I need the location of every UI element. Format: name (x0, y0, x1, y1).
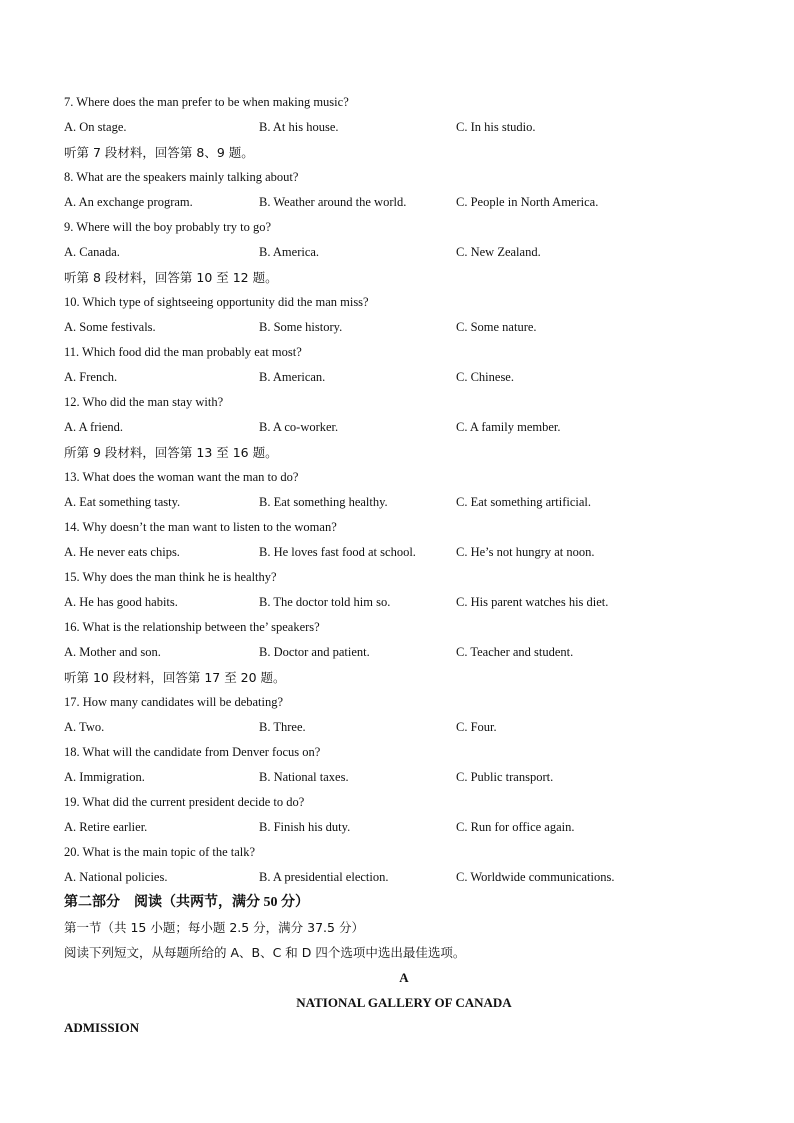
admission-subheading: ADMISSION (64, 1020, 140, 1035)
listening-instruction: 听第 8 段材料，回答第 10 至 12 题。 (64, 270, 278, 285)
option-c: C. Public transport. (456, 770, 554, 784)
question-stem: 13. What does the woman want the man to do? (64, 470, 299, 484)
exam-page (64, 90, 744, 1040)
option-a: A. Canada. (64, 245, 120, 259)
option-a: A. He never eats chips. (64, 545, 180, 559)
question-stem: 10. Which type of sightseeing opportunity did the man miss? (64, 295, 369, 309)
option-c: C. New Zealand. (456, 245, 541, 259)
option-a: A. Eat something tasty. (64, 495, 181, 509)
option-a: A. Two. (64, 720, 105, 734)
question-options (64, 715, 744, 740)
question-stem: 20. What is the main topic of the talk? (64, 845, 256, 859)
option-c: C. Some nature. (456, 320, 537, 334)
question-options (64, 640, 744, 665)
question-stem: 9. Where will the boy probably try to go? (64, 220, 272, 234)
question-stem: 16. What is the relationship between the’ speakers? (64, 620, 320, 634)
option-a: A. Mother and son. (64, 645, 161, 659)
option-a: A. An exchange program. (64, 195, 193, 209)
option-b: B. Finish his duty. (259, 820, 351, 834)
option-c: C. Teacher and student. (456, 645, 574, 659)
question-stem: 14. Why doesn’t the man want to listen to the woman? (64, 520, 337, 534)
option-a: A. Some festivals. (64, 320, 156, 334)
option-c: C. His parent watches his diet. (456, 595, 609, 609)
question-options (64, 765, 744, 790)
question-options (64, 315, 744, 340)
option-a: A. French. (64, 370, 118, 384)
reading-instruction: 阅读下列短文，从每题所给的 A、B、C 和 D 四个选项中选出最佳选项。 (64, 945, 466, 960)
section1-heading: 第一节（共 15 小题；每小题 2.5 分，满分 37.5 分） (64, 920, 364, 935)
part2-heading: 第二部分 阅读（共两节，满分 50 分） (64, 895, 309, 910)
option-b: B. At his house. (259, 120, 339, 134)
question-options (64, 865, 744, 890)
option-c: C. Chinese. (456, 370, 514, 384)
question-stem: 11. Which food did the man probably eat most? (64, 345, 302, 359)
question-stem: 12. Who did the man stay with? (64, 395, 224, 409)
option-c: C. A family member. (456, 420, 561, 434)
option-b: B. The doctor told him so. (259, 595, 391, 609)
option-b: B. Eat something healthy. (259, 495, 388, 509)
option-b: B. Three. (259, 720, 306, 734)
option-b: B. Weather around the world. (259, 195, 407, 209)
option-c: C. Run for office again. (456, 820, 575, 834)
option-c: C. Four. (456, 720, 497, 734)
question-stem: 19. What did the current president decide to do? (64, 795, 305, 809)
question-options (64, 240, 744, 265)
option-a: A. A friend. (64, 420, 124, 434)
listening-instruction: 听第 7 段材料，回答第 8、9 题。 (64, 145, 254, 160)
question-stem: 18. What will the candidate from Denver focus on? (64, 745, 321, 759)
question-stem: 7. Where does the man prefer to be when making music? (64, 95, 349, 109)
option-b: B. National taxes. (259, 770, 349, 784)
option-b: B. A co-worker. (259, 420, 339, 434)
passage-title: NATIONAL GALLERY OF CANADA (296, 995, 512, 1010)
question-options (64, 540, 744, 565)
listening-instruction: 听第 10 段材料，回答第 17 至 20 题。 (64, 670, 286, 685)
option-b: B. America. (259, 245, 320, 259)
question-options (64, 590, 744, 615)
listening-instruction: 所第 9 段材料，回答第 13 至 16 题。 (64, 445, 278, 460)
question-options (64, 190, 744, 215)
passage-letter: A (399, 970, 409, 985)
question-options (64, 815, 744, 840)
question-stem: 17. How many candidates will be debating? (64, 695, 284, 709)
question-options (64, 415, 744, 440)
option-c: C. He’s not hungry at noon. (456, 545, 595, 559)
question-stem: 15. Why does the man think he is healthy? (64, 570, 277, 584)
option-c: C. People in North America. (456, 195, 599, 209)
option-a: A. Retire earlier. (64, 820, 148, 834)
option-a: A. National policies. (64, 870, 168, 884)
option-b: B. Some history. (259, 320, 343, 334)
option-b: B. He loves fast food at school. (259, 545, 416, 559)
option-c: C. In his studio. (456, 120, 536, 134)
option-b: B. A presidential election. (259, 870, 389, 884)
listening-questions (64, 90, 744, 890)
option-a: A. Immigration. (64, 770, 145, 784)
option-c: C. Worldwide communications. (456, 870, 615, 884)
option-b: B. Doctor and patient. (259, 645, 370, 659)
option-b: B. American. (259, 370, 326, 384)
option-c: C. Eat something artificial. (456, 495, 592, 509)
question-options (64, 490, 744, 515)
question-stem: 8. What are the speakers mainly talking about? (64, 170, 299, 184)
question-options (64, 115, 744, 140)
option-a: A. He has good habits. (64, 595, 178, 609)
option-a: A. On stage. (64, 120, 127, 134)
question-options (64, 365, 744, 390)
